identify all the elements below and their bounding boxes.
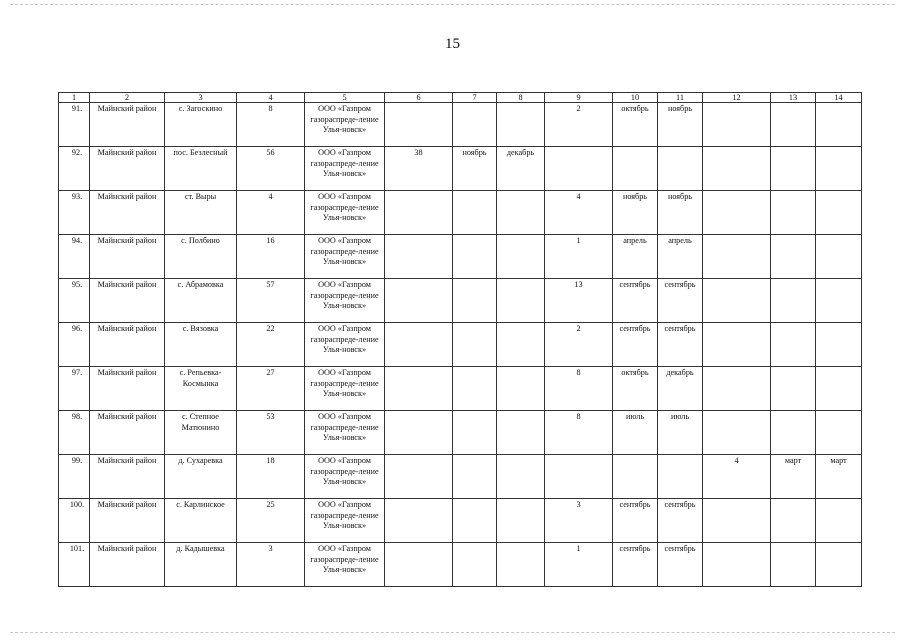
column-header: 11 <box>658 93 703 103</box>
table-cell: 3 <box>237 543 305 587</box>
table-row <box>59 455 862 499</box>
row-number: 94. <box>71 236 83 245</box>
table-cell <box>816 411 862 455</box>
table-cell: 1 <box>545 235 613 279</box>
table-row <box>59 279 862 323</box>
table-cell: ноябрь <box>453 147 497 191</box>
table-cell: март <box>771 455 816 499</box>
table-cell <box>816 367 862 411</box>
table-cell: с. Абрамовка <box>165 279 237 323</box>
table-cell <box>497 367 545 411</box>
table-cell: ООО «Газпром газораспреде-ление Улья-новск» <box>305 411 385 455</box>
table-cell <box>385 543 453 587</box>
table-cell: Майнский район <box>90 543 165 587</box>
table-cell: 4 <box>237 191 305 235</box>
row-number-cell <box>59 191 90 235</box>
table-cell: ноябрь <box>613 191 658 235</box>
table-cell <box>703 103 771 147</box>
table-cell <box>703 367 771 411</box>
table-cell: д. Сухаревка <box>165 455 237 499</box>
table-cell <box>771 147 816 191</box>
table-cell: апрель <box>658 235 703 279</box>
table-cell: 3 <box>545 499 613 543</box>
table-cell: ООО «Газпром газораспреде-ление Улья-новск» <box>305 455 385 499</box>
column-header: 10 <box>613 93 658 103</box>
table-cell <box>453 323 497 367</box>
table-cell: октябрь <box>613 367 658 411</box>
table-cell: сентябрь <box>658 543 703 587</box>
table-cell <box>545 147 613 191</box>
table-cell: сентябрь <box>658 279 703 323</box>
table-cell: ООО «Газпром газораспреде-ление Улья-новск» <box>305 191 385 235</box>
table-cell <box>497 323 545 367</box>
table-cell <box>816 543 862 587</box>
row-number-cell <box>59 543 90 587</box>
table-cell: Майнский район <box>90 191 165 235</box>
table-cell: с. Загоскино <box>165 103 237 147</box>
table-row <box>59 543 862 587</box>
table-cell <box>385 103 453 147</box>
row-number: 91. <box>71 104 83 113</box>
table-cell <box>771 367 816 411</box>
schedule-table <box>58 92 862 587</box>
column-header: 14 <box>816 93 862 103</box>
table-cell <box>497 411 545 455</box>
table-cell <box>816 191 862 235</box>
row-number-cell <box>59 411 90 455</box>
table-row <box>59 411 862 455</box>
row-number-cell <box>59 279 90 323</box>
table-cell <box>453 411 497 455</box>
row-number-cell <box>59 367 90 411</box>
column-header: 7 <box>453 93 497 103</box>
table-cell <box>385 323 453 367</box>
table-cell: 4 <box>545 191 613 235</box>
table-body <box>59 103 862 587</box>
table-cell <box>771 411 816 455</box>
table-cell: 2 <box>545 323 613 367</box>
table-cell: ООО «Газпром газораспреде-ление Улья-новск» <box>305 103 385 147</box>
table-cell: сентябрь <box>658 499 703 543</box>
table-cell <box>497 103 545 147</box>
table-cell: 8 <box>237 103 305 147</box>
table-cell: 8 <box>545 411 613 455</box>
row-number: 101. <box>69 544 85 553</box>
table-cell <box>816 147 862 191</box>
column-header: 9 <box>545 93 613 103</box>
table-cell <box>497 455 545 499</box>
table-cell <box>385 279 453 323</box>
table-cell: ООО «Газпром газораспреде-ление Улья-новск» <box>305 235 385 279</box>
table-cell: 56 <box>237 147 305 191</box>
table-row <box>59 499 862 543</box>
table-cell: ООО «Газпром газораспреде-ление Улья-новск» <box>305 323 385 367</box>
table-cell: Майнский район <box>90 279 165 323</box>
row-number-cell <box>59 499 90 543</box>
table-cell: 57 <box>237 279 305 323</box>
page-number: 15 <box>445 36 460 52</box>
table-cell <box>816 279 862 323</box>
column-header: 8 <box>497 93 545 103</box>
table-cell <box>497 191 545 235</box>
table-cell: апрель <box>613 235 658 279</box>
table-cell <box>613 455 658 499</box>
table-cell <box>771 191 816 235</box>
row-number: 95. <box>71 280 83 289</box>
table-cell <box>703 411 771 455</box>
table-cell <box>816 235 862 279</box>
table-cell: ноябрь <box>658 103 703 147</box>
row-number: 99. <box>71 456 83 465</box>
table-row <box>59 191 862 235</box>
row-number-cell <box>59 323 90 367</box>
table-cell: Майнский район <box>90 235 165 279</box>
table-cell <box>453 455 497 499</box>
column-header: 12 <box>703 93 771 103</box>
table-cell: с. Полбино <box>165 235 237 279</box>
table-cell <box>385 411 453 455</box>
table-cell: 25 <box>237 499 305 543</box>
table-cell: 16 <box>237 235 305 279</box>
table-cell: ООО «Газпром газораспреде-ление Улья-новск» <box>305 147 385 191</box>
table-cell: Майнский район <box>90 323 165 367</box>
column-header: 6 <box>385 93 453 103</box>
table-cell <box>497 543 545 587</box>
table-cell: сентябрь <box>613 499 658 543</box>
table-cell <box>385 499 453 543</box>
table-row <box>59 147 862 191</box>
table-cell: 2 <box>545 103 613 147</box>
table-cell <box>771 235 816 279</box>
table-cell <box>771 103 816 147</box>
table-cell: Майнский район <box>90 455 165 499</box>
table-cell: Майнский район <box>90 147 165 191</box>
table-cell <box>453 367 497 411</box>
table-cell <box>658 455 703 499</box>
table-cell <box>703 235 771 279</box>
table-cell <box>497 279 545 323</box>
table-cell: ООО «Газпром газораспреде-ление Улья-новск» <box>305 543 385 587</box>
table-cell: 18 <box>237 455 305 499</box>
column-header: 5 <box>305 93 385 103</box>
table-cell <box>771 279 816 323</box>
table-cell: с. Степное Матюнино <box>165 411 237 455</box>
table-cell <box>771 323 816 367</box>
table-cell <box>816 323 862 367</box>
column-header: 1 <box>59 93 90 103</box>
column-header: 3 <box>165 93 237 103</box>
row-number: 100. <box>69 500 85 509</box>
table-cell: ООО «Газпром газораспреде-ление Улья-новск» <box>305 279 385 323</box>
table-cell: 22 <box>237 323 305 367</box>
table-cell: 8 <box>545 367 613 411</box>
table-cell: ООО «Газпром газораспреде-ление Улья-новск» <box>305 499 385 543</box>
scan-edge-top <box>10 4 895 6</box>
table-cell <box>385 455 453 499</box>
column-header: 4 <box>237 93 305 103</box>
header-row <box>59 93 862 103</box>
table-cell <box>658 147 703 191</box>
table-cell: 53 <box>237 411 305 455</box>
row-number-cell <box>59 103 90 147</box>
table-cell <box>497 499 545 543</box>
table-cell <box>385 191 453 235</box>
table-cell: с. Карлинское <box>165 499 237 543</box>
row-number: 92. <box>71 148 83 157</box>
table-row <box>59 103 862 147</box>
table-cell: 38 <box>385 147 453 191</box>
table-cell <box>816 499 862 543</box>
table-cell <box>453 103 497 147</box>
table-cell: Майнский район <box>90 103 165 147</box>
table-cell: декабрь <box>497 147 545 191</box>
table-cell: 4 <box>703 455 771 499</box>
table-cell <box>771 499 816 543</box>
table-cell <box>816 103 862 147</box>
table-cell: ноябрь <box>658 191 703 235</box>
table-cell <box>703 499 771 543</box>
table-cell <box>703 147 771 191</box>
table-cell <box>453 543 497 587</box>
table-cell: Майнский район <box>90 411 165 455</box>
table-cell: октябрь <box>613 103 658 147</box>
table-cell: Майнский район <box>90 367 165 411</box>
table-cell: с. Вязовка <box>165 323 237 367</box>
column-header: 2 <box>90 93 165 103</box>
table-cell <box>453 279 497 323</box>
scan-edge-bottom <box>10 632 895 634</box>
row-number: 96. <box>71 324 83 333</box>
table-cell <box>545 455 613 499</box>
row-number: 98. <box>71 412 83 421</box>
table-row <box>59 367 862 411</box>
table-row <box>59 235 862 279</box>
table-cell: Майнский район <box>90 499 165 543</box>
table-cell: пос. Безлесный <box>165 147 237 191</box>
table-cell: д. Кадышевка <box>165 543 237 587</box>
table-cell <box>703 191 771 235</box>
table-cell: сентябрь <box>613 543 658 587</box>
table-cell: сентябрь <box>613 279 658 323</box>
table-cell <box>385 367 453 411</box>
row-number-cell <box>59 235 90 279</box>
table-cell: сентябрь <box>658 323 703 367</box>
row-number: 93. <box>71 192 83 201</box>
table-cell <box>703 323 771 367</box>
table-cell: март <box>816 455 862 499</box>
table-cell: ООО «Газпром газораспреде-ление Улья-новск» <box>305 367 385 411</box>
row-number-cell <box>59 147 90 191</box>
table-cell <box>703 543 771 587</box>
table-cell <box>453 191 497 235</box>
table-cell: 27 <box>237 367 305 411</box>
table-cell: с. Репьевка-Космынка <box>165 367 237 411</box>
column-header: 13 <box>771 93 816 103</box>
table-cell: июль <box>658 411 703 455</box>
row-number-cell <box>59 455 90 499</box>
table-cell <box>497 235 545 279</box>
table-cell <box>453 235 497 279</box>
table-cell: сентябрь <box>613 323 658 367</box>
table-cell: 1 <box>545 543 613 587</box>
table-cell: декабрь <box>658 367 703 411</box>
table-cell <box>703 279 771 323</box>
table-cell: ст. Выры <box>165 191 237 235</box>
table-row <box>59 323 862 367</box>
table-cell <box>385 235 453 279</box>
row-number: 97. <box>71 368 83 377</box>
table-cell: 13 <box>545 279 613 323</box>
table-cell <box>771 543 816 587</box>
table-cell: июль <box>613 411 658 455</box>
table-cell <box>453 499 497 543</box>
table-cell <box>613 147 658 191</box>
